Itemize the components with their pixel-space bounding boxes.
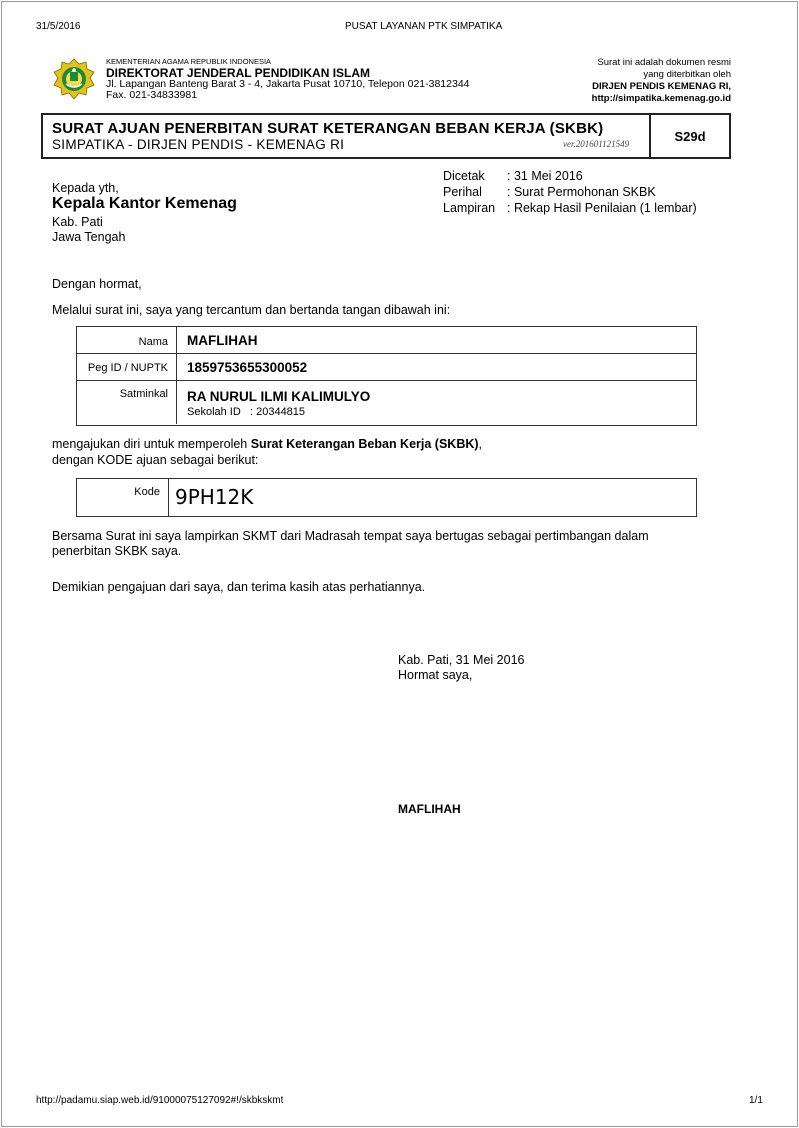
- official-note-issuer: DIRJEN PENDIS KEMENAG RI,: [592, 81, 731, 92]
- name-label: Nama: [77, 327, 177, 353]
- document-version: ver.201601121549: [563, 139, 630, 149]
- code-intro-text: dengan KODE ajuan sebagai berikut:: [52, 453, 259, 467]
- fax-line: Fax. 021-34833981: [106, 89, 198, 101]
- page-frame: [1, 1, 798, 1127]
- print-url: http://padamu.siap.web.id/91000075127092#!/skbkskmt: [36, 1095, 284, 1106]
- name-value: MAFLIHAH: [187, 333, 258, 348]
- code-label: Kode: [77, 479, 169, 516]
- school-label: Satminkal: [77, 381, 177, 424]
- request-skbk: Surat Keterangan Beban Kerja (SKBK): [250, 437, 479, 451]
- official-note: [592, 57, 731, 105]
- document-subtitle: SIMPATIKA - DIRJEN PENDIS - KEMENAG RI: [52, 137, 345, 152]
- ministry-name: KEMENTERIAN AGAMA REPUBLIK INDONESIA: [106, 57, 272, 66]
- code-value: 9PH12K: [175, 485, 254, 509]
- school-id-value: : 20344815: [249, 406, 306, 418]
- request-text: [52, 437, 482, 451]
- meta-printed: [443, 169, 583, 183]
- print-page-number: 1/1: [749, 1095, 763, 1106]
- signature-place-date: Kab. Pati, 31 Mei 2016: [398, 653, 525, 667]
- code-table: [76, 478, 697, 517]
- school-id: [187, 406, 305, 418]
- signature-regards: Hormat saya,: [398, 668, 473, 682]
- attachment-text-line1: Bersama Surat ini saya lampirkan SKMT dari Madrasah tempat saya bertugas sebagai pertimbangan dalam: [52, 529, 649, 543]
- salutation: Dengan hormat,: [52, 277, 142, 291]
- print-page-title: PUSAT LAYANAN PTK SIMPATIKA: [345, 21, 503, 32]
- identity-table: [76, 326, 697, 426]
- print-date: 31/5/2016: [36, 21, 81, 32]
- attachment-text-line2: penerbitan SKBK saya.: [52, 544, 182, 558]
- identity-row-school: [77, 381, 696, 424]
- title-box: [41, 113, 731, 159]
- address-line: Jl. Lapangan Banteng Barat 3 - 4, Jakarta Pusat 10710, Telepon 021-3812344: [106, 78, 470, 90]
- identity-row-id: [77, 354, 696, 381]
- meta-value: : 31 Mei 2016: [507, 169, 583, 183]
- form-code: S29d: [649, 115, 729, 157]
- official-note-url: http://simpatika.kemenag.go.id: [591, 93, 731, 104]
- meta-attachment: [443, 201, 697, 215]
- identity-row-name: [77, 327, 696, 354]
- signature-name: MAFLIHAH: [398, 802, 461, 816]
- request-suffix: ,: [478, 437, 483, 451]
- meta-label: Dicetak: [443, 169, 485, 183]
- meta-label: Perihal: [443, 185, 482, 199]
- peg-id-label: Peg ID / NUPTK: [77, 354, 177, 380]
- school-id-label: Sekolah ID: [187, 406, 241, 418]
- meta-value: : Rekap Hasil Penilaian (1 lembar): [507, 201, 697, 215]
- recipient-greeting: Kepada yth,: [52, 181, 119, 195]
- meta-subject: [443, 185, 656, 199]
- letterhead-address: [106, 79, 470, 101]
- meta-value: : Surat Permohonan SKBK: [507, 185, 656, 199]
- intro-text: Melalui surat ini, saya yang tercantum dan bertanda tangan dibawah ini:: [52, 303, 451, 317]
- directorate-name: DIREKTORAT JENDERAL PENDIDIKAN ISLAM: [106, 66, 371, 80]
- recipient-province: Jawa Tengah: [52, 230, 126, 244]
- official-note-line1: Surat ini adalah dokumen resmi: [597, 57, 731, 68]
- recipient-city: Kab. Pati: [52, 215, 103, 229]
- recipient-name: Kepala Kantor Kemenag: [52, 195, 237, 212]
- kemenag-logo-icon: [52, 58, 96, 100]
- document-title: SURAT AJUAN PENERBITAN SURAT KETERANGAN BEBAN KERJA (SKBK): [52, 120, 604, 137]
- school-value: RA NURUL ILMI KALIMULYO: [187, 389, 371, 404]
- peg-id-value: 1859753655300052: [187, 360, 308, 375]
- meta-label: Lampiran: [443, 201, 496, 215]
- official-note-line2: yang diterbitkan oleh: [643, 69, 731, 80]
- request-prefix: mengajukan diri untuk memperoleh: [52, 437, 251, 451]
- closing-text: Demikian pengajuan dari saya, dan terima kasih atas perhatiannya.: [52, 580, 426, 594]
